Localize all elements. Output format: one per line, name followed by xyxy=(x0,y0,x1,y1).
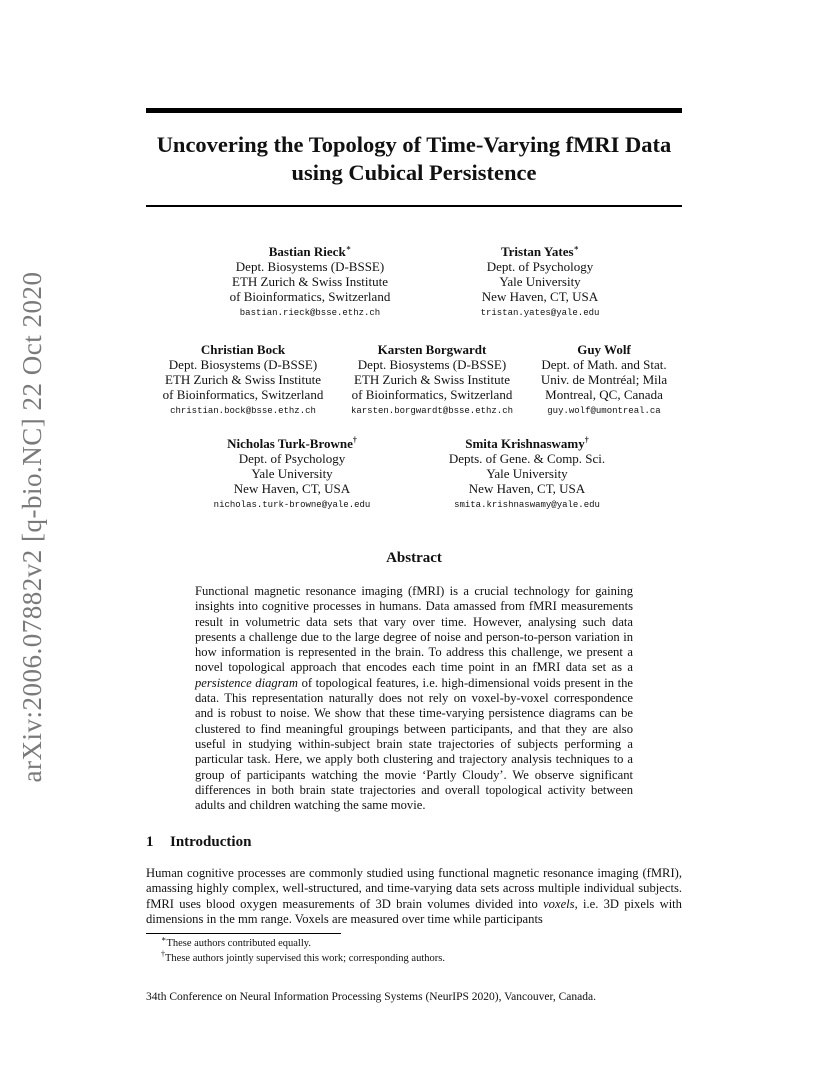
section-number: 1 xyxy=(146,834,154,850)
author-email: nicholas.turk-browne@yale.edu xyxy=(213,500,371,510)
author-name: Christian Bock xyxy=(200,342,286,357)
section-heading-introduction xyxy=(146,834,251,851)
author-affiliation: ETH Zurich & Swiss Institute xyxy=(354,372,510,387)
conference-venue: 34th Conference on Neural Information Processing Systems (NeurIPS 2020), Vancouver, Canada. xyxy=(146,991,596,1003)
author-affiliation: New Haven, CT, USA xyxy=(233,481,351,496)
paper-title xyxy=(146,131,682,187)
introduction-emphasis: voxels xyxy=(543,896,575,911)
author-affiliation: Yale University xyxy=(499,274,581,289)
author-name: Nicholas Turk-Browne† xyxy=(227,435,357,451)
author-name: Guy Wolf xyxy=(577,342,631,357)
author-block xyxy=(417,436,637,514)
author-block xyxy=(337,342,527,420)
author-affiliation: Yale University xyxy=(251,466,333,481)
title-line-2: using Cubical Persistence xyxy=(291,160,537,185)
author-affiliation: Dept. of Psychology xyxy=(486,259,594,274)
author-name: Tristan Yates∗ xyxy=(500,243,580,259)
author-name: Bastian Rieck∗ xyxy=(268,243,352,259)
author-affiliation: Dept. Biosystems (D-BSSE) xyxy=(235,259,385,274)
author-affiliation: Dept. Biosystems (D-BSSE) xyxy=(168,357,318,372)
author-affiliation: of Bioinformatics, Switzerland xyxy=(229,289,391,304)
abstract-heading: Abstract xyxy=(386,550,442,566)
author-email: karsten.borgwardt@bsse.ethz.ch xyxy=(350,406,514,416)
author-affiliation: Univ. de Montréal; Mila xyxy=(540,372,668,387)
author-email: smita.krishnaswamy@yale.edu xyxy=(454,500,600,510)
author-affiliation: Dept. of Psychology xyxy=(238,451,346,466)
title-bottom-rule xyxy=(146,205,682,207)
author-affiliation: ETH Zurich & Swiss Institute xyxy=(165,372,321,387)
author-affiliation: New Haven, CT, USA xyxy=(468,481,586,496)
author-affiliation: Depts. of Gene. & Comp. Sci. xyxy=(448,451,606,466)
author-email: guy.wolf@umontreal.ca xyxy=(547,406,661,416)
author-block xyxy=(148,342,338,420)
footnote-2: †These authors jointly supervised this work; corresponding authors. xyxy=(161,949,445,964)
author-affiliation: New Haven, CT, USA xyxy=(481,289,599,304)
author-affiliation: Yale University xyxy=(486,466,568,481)
author-affiliation: Dept. of Math. and Stat. xyxy=(541,357,667,372)
author-affiliation: of Bioinformatics, Switzerland xyxy=(351,387,513,402)
author-block xyxy=(524,342,684,420)
author-affiliation: ETH Zurich & Swiss Institute xyxy=(232,274,388,289)
title-top-rule xyxy=(146,108,682,113)
author-email: christian.bock@bsse.ethz.ch xyxy=(170,406,316,416)
author-block xyxy=(182,436,402,514)
author-name: Karsten Borgwardt xyxy=(377,342,487,357)
author-name: Smita Krishnaswamy† xyxy=(465,435,589,451)
author-email: tristan.yates@yale.edu xyxy=(480,308,600,318)
abstract-emphasis: persistence diagram xyxy=(195,675,298,690)
footnote-1: ∗These authors contributed equally. xyxy=(161,934,311,949)
arxiv-identifier: arXiv:2006.07882v2 [q-bio.NC] 22 Oct 2020 xyxy=(17,271,47,783)
introduction-body: Human cognitive processes are commonly studied using functional magnetic resonance imaging (fMRI), amassing highly complex, well-structured, and time-varying data sets across multiple individual subjects. fMRI uses blood oxygen measurements of 3D brain volumes divided into voxels, i.e. 3D pixels with dimensions in the mm range. Voxels are measured over time while participants xyxy=(146,866,682,927)
author-block xyxy=(200,244,420,322)
footnote-rule xyxy=(146,933,341,934)
title-line-1: Uncovering the Topology of Time-Varying fMRI Data xyxy=(156,132,672,157)
author-affiliation: of Bioinformatics, Switzerland xyxy=(162,387,324,402)
author-block xyxy=(430,244,650,322)
abstract-body: Functional magnetic resonance imaging (fMRI) is a crucial technology for gaining insights into cognitive processes in humans. Data amassed from fMRI measurements result in volumetric data sets that vary over time. However, analysing such data presents a challenge due to the large degree of noise and person-to-person variation in how information is represented in the brain. To address this challenge, we present a novel topological approach that encodes each time point in an fMRI data set as a persistence diagram of topological features, i.e. high-dimensional voids present in the data. This representation naturally does not rely on voxel-by-voxel correspondence and is robust to noise. We show that these time-varying persistence diagrams can be clustered to find meaningful groupings between participants, and that they are also useful in studying within-subject brain state trajectories of subjects performing a particular task. Here, we apply both clustering and trajectory analysis techniques to a group of participants watching the movie ‘Partly Cloudy’. We observe significant differences in both brain state trajectories and overall topological activity between adults and children watching the same movie. xyxy=(195,584,634,813)
author-email: bastian.rieck@bsse.ethz.ch xyxy=(239,308,381,318)
author-affiliation: Dept. Biosystems (D-BSSE) xyxy=(357,357,507,372)
author-affiliation: Montreal, QC, Canada xyxy=(545,387,663,402)
section-title: Introduction xyxy=(170,834,252,850)
